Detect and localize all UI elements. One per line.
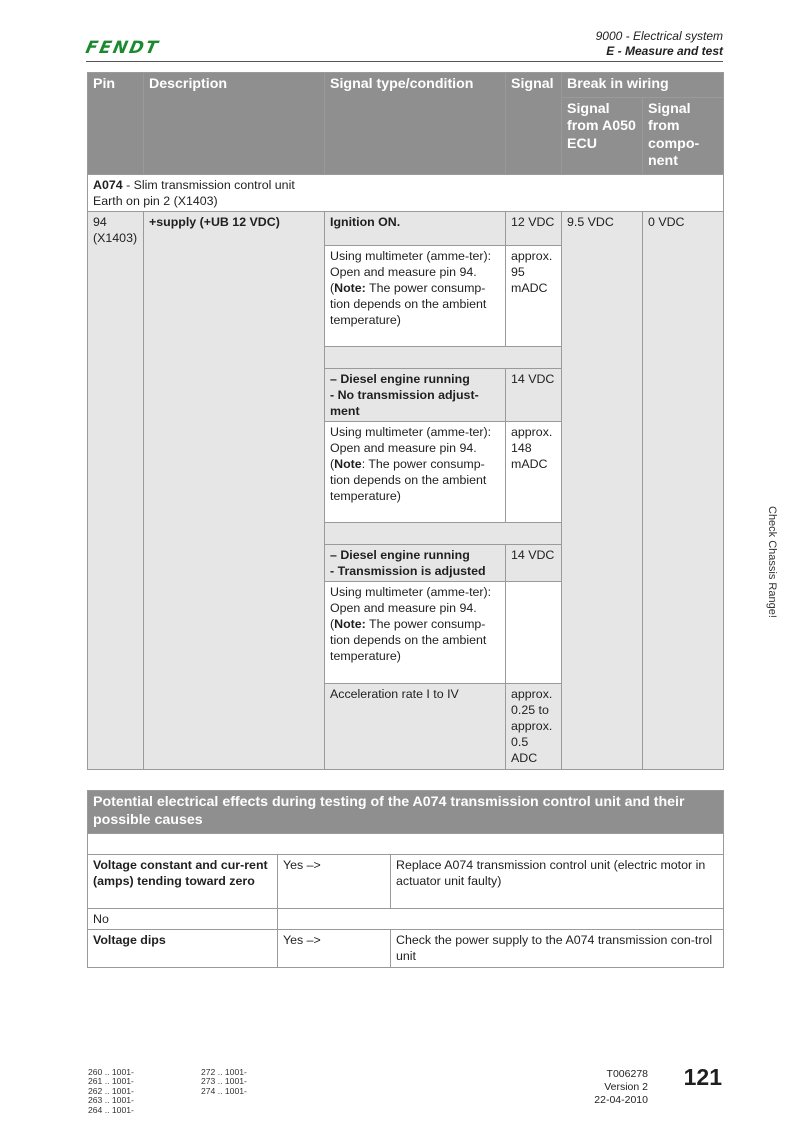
condition-cell: Using multimeter (amme-ter): Open and measure pin 94. (Note: The power consump-tion depends on the ambient temperature) xyxy=(325,421,506,522)
condition-cell: Ignition ON. xyxy=(325,211,506,245)
table-header-row xyxy=(88,73,724,98)
spacer-cell xyxy=(325,522,562,544)
footer-code: 273 .. 1001- xyxy=(201,1076,247,1087)
condition-text: Using multimeter (amme-ter): xyxy=(330,584,492,599)
unit-row xyxy=(88,174,724,211)
component-signal-cell: 0 VDC xyxy=(643,211,724,769)
header-rule xyxy=(86,61,723,62)
note-label: Note xyxy=(334,456,362,471)
manual-title: 9000 - Electrical system xyxy=(595,29,723,43)
table-row xyxy=(88,855,724,909)
table-row xyxy=(88,909,724,930)
footer-code: 272 .. 1001- xyxy=(201,1067,247,1077)
condition-cell: Acceleration rate I to IV xyxy=(325,683,506,769)
fendt-logo: FENDT xyxy=(83,38,162,58)
signal-cell xyxy=(506,581,562,683)
symptom-cell: Voltage constant and cur-rent (amps) tending toward zero xyxy=(88,855,278,909)
condition-text: – Diesel engine running xyxy=(330,547,470,562)
table-row xyxy=(88,834,724,855)
condition-text: Using multimeter (amme-ter): xyxy=(330,424,492,439)
side-tab-label: Check Chassis Range! xyxy=(766,506,778,618)
signal-cell: 14 VDC xyxy=(506,368,562,421)
pin-connector: (X1403) xyxy=(93,230,138,245)
signal-cell: approx. 95 mADC xyxy=(506,245,562,346)
spacer-cell xyxy=(325,346,562,368)
condition-cell: Using multimeter (amme-ter): Open and measure pin 94. (Note: The power consump-tion depends on the ambient temperature) xyxy=(325,581,506,683)
condition-cell xyxy=(325,368,506,421)
header-signal-from-ecu: Signal from A050 ECU xyxy=(562,97,643,174)
doc-version: Version 2 xyxy=(604,1081,648,1093)
unit-cell xyxy=(88,174,724,211)
doc-date: 22-04-2010 xyxy=(594,1094,648,1106)
condition-cell: Using multimeter (amme-ter): Open and measure pin 94. (Note: The power consump-tion depends on the ambient temperature) xyxy=(325,245,506,346)
footer-codes-col2 xyxy=(201,1068,247,1096)
table-row xyxy=(88,930,724,968)
doc-number: T006278 xyxy=(606,1068,648,1080)
footer-doc-info xyxy=(566,1068,648,1107)
header-pin: Pin xyxy=(88,73,144,175)
footer-code: 274 .. 1001- xyxy=(201,1085,247,1096)
footer-code: 264 .. 1001- xyxy=(88,1104,134,1115)
note-label: Note: xyxy=(334,616,366,631)
unit-earth: Earth on pin 2 (X1403) xyxy=(93,193,218,208)
answer-cell: Yes –> xyxy=(278,930,391,968)
header-description: Description xyxy=(144,73,325,175)
condition-text: Using multimeter (amme-ter): xyxy=(330,248,492,263)
signal-cell: approx. 148 mADC xyxy=(506,421,562,522)
condition-text: - Transmission is adjusted xyxy=(330,563,486,578)
note-text: : The power consump-tion depends on the ambient temperature) xyxy=(330,456,487,503)
action-cell: Check the power supply to the A074 transmission con-trol unit xyxy=(391,930,724,968)
spacer-cell xyxy=(88,834,724,855)
empty-cell xyxy=(278,909,724,930)
header-signal: Signal xyxy=(506,73,562,175)
condition-text: Open and measure pin 94. xyxy=(330,600,477,615)
section-title: E - Measure and test xyxy=(606,44,723,58)
effects-table xyxy=(87,790,724,968)
footer-code: 260 .. 1001- xyxy=(88,1067,134,1077)
note-text: The power consump-tion depends on the ambient temperature) xyxy=(330,280,487,327)
table-row xyxy=(88,211,724,245)
signal-cell: 12 VDC xyxy=(506,211,562,245)
header-signal-from-component: Signal from compo-nent xyxy=(643,97,724,174)
action-cell: Replace A074 transmission control unit (electric motor in actuator unit faulty) xyxy=(391,855,724,909)
ecu-signal-cell: 9.5 VDC xyxy=(562,211,643,769)
condition-text: Open and measure pin 94. xyxy=(330,264,477,279)
pin-signal-table xyxy=(87,72,724,770)
unit-title: A074 xyxy=(93,177,123,192)
note-text: The power consump-tion depends on the ambient temperature) xyxy=(330,616,487,663)
header-break-in-wiring: Break in wiring xyxy=(562,73,724,98)
footer-code: 261 .. 1001- xyxy=(88,1076,134,1087)
footer-code: 262 .. 1001- xyxy=(88,1085,134,1096)
answer-cell: Yes –> xyxy=(278,855,391,909)
condition-text: Open and measure pin 94. xyxy=(330,440,477,455)
effects-title: Potential electrical effects during testing of the A074 transmission control unit and their possible causes xyxy=(88,791,724,834)
header-signal-type: Signal type/condition xyxy=(325,73,506,175)
page-number: 121 xyxy=(683,1064,722,1090)
footer-codes-col1 xyxy=(88,1068,134,1115)
note-label: Note: xyxy=(334,280,366,295)
signal-cell: 14 VDC xyxy=(506,544,562,581)
symptom-cell: No xyxy=(88,909,278,930)
signal-cell: approx. 0.25 to approx. 0.5 ADC xyxy=(506,683,562,769)
description-cell: +supply (+UB 12 VDC) xyxy=(144,211,325,769)
unit-desc: - Slim transmission control unit xyxy=(122,177,295,192)
footer-code: 263 .. 1001- xyxy=(88,1095,134,1106)
condition-cell xyxy=(325,544,506,581)
pin-number: 94 xyxy=(93,214,107,229)
pin-cell xyxy=(88,211,144,769)
condition-text: – Diesel engine running xyxy=(330,371,470,386)
effects-header-row xyxy=(88,791,724,834)
condition-text: - No transmission adjust-ment xyxy=(330,387,479,418)
symptom-cell: Voltage dips xyxy=(88,930,278,968)
